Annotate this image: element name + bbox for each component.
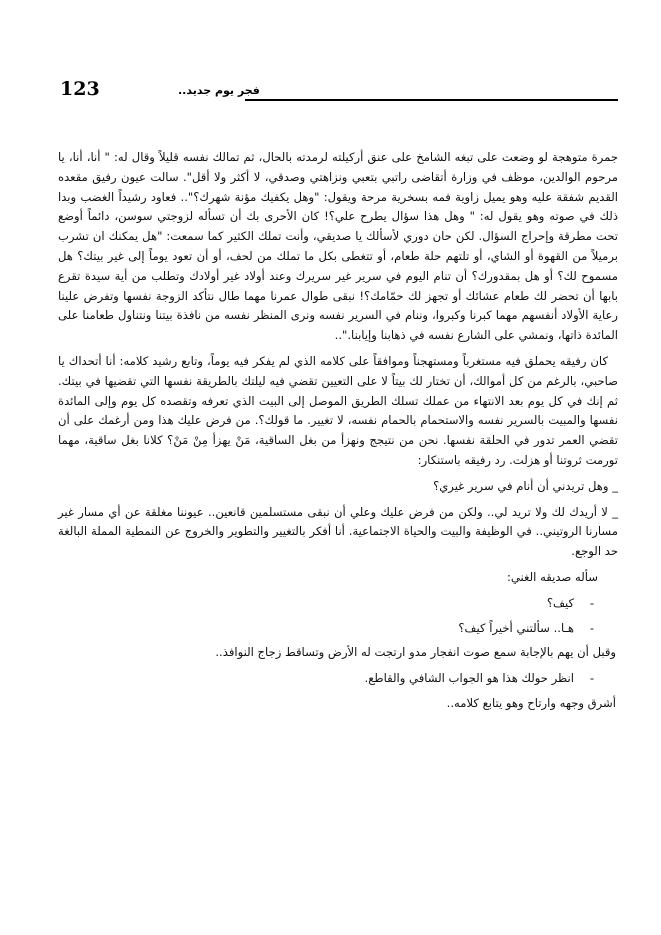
dash-marker: - xyxy=(589,620,594,635)
header-rule xyxy=(245,99,618,101)
paragraph-1: جمرة متوهجة لو وضعت على تبغه الشامخ على عنق أركيلته لرمدته بالحال، ثم تمالك نفسه قليلاً وقال له: " أنا، أنا، يا مرحوم الوالدين، موظف في وزارة أتقاضى راتبي بتعبي ونزاهتي وصدقي، لا أكثر ولا أقل". سالت عيون رفيق مقعده القديم شفقة عليه وهو يميل زاوية فمه بسخرية مرحة ويقول: "وهل يكفيك مؤنة شهرك؟".. فعاود رشيداً الغضب وبدا ذلك في صوته وهو يقول له: " وهل هذا سؤال يطرح علي؟! كان الأحرى بك أن تسأله لزوجتي سوسن، دائماً أوضع تحت مطرقة وإحراج السؤال. لكن حان دوري لأسألك يا صديقي، وأنت تملك الكثير كما سمعت: "هل يمكنك ان تشرب برميلاً من القهوة أو الشاي، أو تلتهم حلة طعام، أو تتغطى بكل ما تملك من لحف، أو أن تعود يوماً إلى غير بيتك؟ هل مسموح لك؟ أو هل بمقدورك؟ أن تنام اليوم في سرير غير سريرك وعند أولاد غير أولادك وتطلب من أية سيدة تقرع بابها أن تحضر لك طعام عشائك أو تجهز لك حمّامك؟! نبقى طوال عمرنا مهما طال نتأكد الزوجة نفسها وتفرض علينا رعاية الأولاد أنفسهم مهما كبرنا وكبروا، وننام في السرير نفسه ونرى المنظر نفسه من نافذة بيتنا ونتناول طعامنا على المائدة ذاتها، ونمشي على الشارع نفسه في ذهابنا وإيابنا.".. xyxy=(58,150,618,343)
bullet-text: كيف؟ xyxy=(546,595,574,610)
dash-marker: - xyxy=(589,595,594,610)
dash-marker: - xyxy=(589,671,594,686)
bullet-text: هـا.. سألتني أخيراً كيف؟ xyxy=(458,620,574,635)
bullet-item xyxy=(58,594,618,614)
dialogue-line-1: _ وهل تريدني أن أنام في سرير غيري؟ xyxy=(433,478,618,493)
middle-line: وقبل أن يهم بالإجابة سمع صوت انفجار مدو ارتجت له الأرض وتساقط زجاج النوافذ.. xyxy=(215,645,616,660)
dialogue-line-2: _ لا أريدك لك ولا تريد لي.. ولكن من فرض عليك وعلي أن نبقى مستسلمين قانعين.. عيوننا مغلقة عن أي مسار غير مسارنا الروتيني.. في الوظيفة والبيت والحياة الاجتماعية. أنا أفكر بالتغيير والتطوير والخروج عن النمطية المملة البالغة حد الوجع. xyxy=(58,504,618,559)
bullet-item xyxy=(58,619,618,639)
bullet-text: انظر حولك هذا هو الجواب الشافي والقاطع. xyxy=(364,671,574,686)
page-number: 123 xyxy=(60,78,100,100)
bullet-item xyxy=(58,669,618,689)
page-body xyxy=(58,148,618,720)
closing-line: أشرق وجهه وارتاح وهو يتابع كلامه.. xyxy=(446,695,616,710)
question-label: سأله صديقه الغني: xyxy=(506,569,598,584)
page-header xyxy=(60,74,618,102)
running-title: فجر يوم جديد.. xyxy=(178,84,260,97)
paragraph-2: كان رفيقه يحملق فيه مستغرباً ومستهجناً وموافقاً على كلامه الذي لم يفكر فيه يوماً، وتابع رشيد كلامه: أنا أتحداك يا صاحبي، بالرغم من كل أموالك، أن تختار لك بيتاً لا على التعيين تقضي فيه ليلتك بالطريقة نفسها التي تقضيها في بيتك. ثم إنك في كل يوم بعد الانتهاء من عملك تسلك الطريق الموصل إلى البيت الذي تعرفه وتقصده كل يوم وإلى المائدة نفسها والمبيت بالسرير نفسه والاستحمام بالحمام نفسه، لا تغيير. ما قولك؟. من فرض عليك هذا ومن أرغمك على أن تقضي العمر تدور في الحلقة نفسها. نحن من نتيجج ونهزأ من بغل الساقية، مَنْ يهزأ مِنْ مَنْ؟ كلانا بغل ساقية، مهما تورمت ثروتنا أو هزلت. رد رفيقه باستنكار: xyxy=(58,353,618,467)
